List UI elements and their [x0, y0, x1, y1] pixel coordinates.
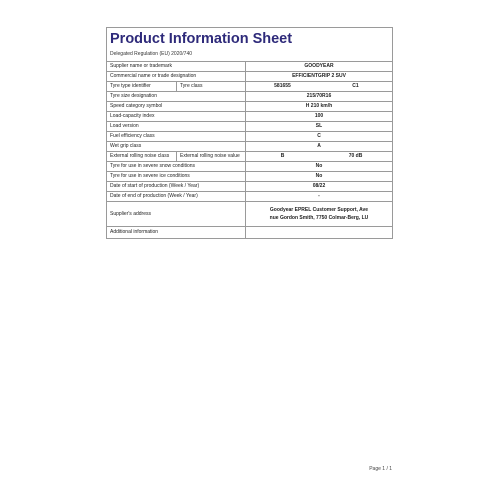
page-title: Product Information Sheet	[110, 31, 293, 47]
value-noise-db: 70 dB	[348, 153, 363, 159]
row-size-designation	[107, 92, 392, 102]
label-size-designation: Tyre size designation	[107, 92, 246, 101]
label-noise-value: External rolling noise value	[177, 152, 246, 161]
value-speed-category: H 210 km/h	[305, 103, 333, 109]
row-snow-conditions	[107, 162, 392, 172]
label-load-capacity: Load-capacity index	[107, 112, 246, 121]
label-commercial-name: Commercial name or trade designation	[107, 72, 246, 81]
value-end-production: -	[318, 193, 320, 199]
row-additional-info	[107, 227, 392, 238]
value-wet-grip: A	[317, 143, 321, 149]
label-additional-info: Additional information	[107, 227, 246, 238]
title-block	[107, 28, 392, 62]
label-ice-conditions: Tyre for use in severe ice conditions	[107, 172, 246, 181]
label-supplier-name: Supplier name or trademark	[107, 62, 246, 71]
value-noise-class: B	[280, 153, 285, 159]
label-start-production: Date of start of production (Week / Year)	[107, 182, 246, 191]
row-load-capacity	[107, 112, 392, 122]
value-start-production: 08/22	[312, 183, 326, 189]
row-supplier-address	[107, 202, 392, 227]
row-start-production	[107, 182, 392, 192]
row-load-version	[107, 122, 392, 132]
label-load-version: Load version	[107, 122, 246, 131]
value-type-identifier-group	[246, 82, 392, 91]
page-number: Page 1 / 1	[369, 466, 392, 472]
value-fuel-efficiency: C	[317, 133, 321, 139]
value-supplier-address-line1: Goodyear EPREL Customer Support, Ave	[269, 207, 369, 213]
row-supplier-name	[107, 62, 392, 72]
product-information-sheet	[106, 27, 393, 239]
regulation-subtitle: Delegated Regulation (EU) 2020/740	[110, 51, 192, 57]
label-end-production: Date of end of production (Week / Year)	[107, 192, 246, 201]
value-supplier-address-line2: nue Gordon Smith, 7750 Colmar-Berg, LU	[269, 215, 369, 221]
row-fuel-efficiency	[107, 132, 392, 142]
row-rolling-noise	[107, 152, 392, 162]
row-ice-conditions	[107, 172, 392, 182]
row-end-production	[107, 192, 392, 202]
value-tyre-class: C1	[352, 83, 359, 89]
value-size-designation: 215/70R16	[306, 93, 332, 99]
label-noise-class: External rolling noise class	[107, 152, 177, 161]
row-speed-category	[107, 102, 392, 112]
value-additional-info	[246, 227, 392, 238]
value-ice-conditions: No	[315, 173, 323, 179]
label-tyre-class: Tyre class	[177, 82, 246, 91]
value-supplier-address	[246, 202, 392, 226]
label-type-identifier: Tyre type identifier	[107, 82, 177, 91]
value-supplier-name: GOODYEAR	[304, 63, 334, 69]
value-commercial-name: EFFICIENTGRIP 2 SUV	[292, 73, 346, 79]
label-fuel-efficiency: Fuel efficiency class	[107, 132, 246, 141]
label-wet-grip: Wet grip class	[107, 142, 246, 151]
label-snow-conditions: Tyre for use in severe snow conditions	[107, 162, 246, 171]
row-commercial-name	[107, 72, 392, 82]
row-type-identifier	[107, 82, 392, 92]
row-wet-grip	[107, 142, 392, 152]
value-load-capacity: 100	[314, 113, 324, 119]
label-speed-category: Speed category symbol	[107, 102, 246, 111]
value-noise-group	[246, 152, 392, 161]
value-snow-conditions: No	[315, 163, 323, 169]
label-supplier-address: Supplier's address	[107, 202, 246, 226]
value-load-version: SL	[315, 123, 323, 129]
value-type-identifier: 581655	[274, 83, 291, 89]
